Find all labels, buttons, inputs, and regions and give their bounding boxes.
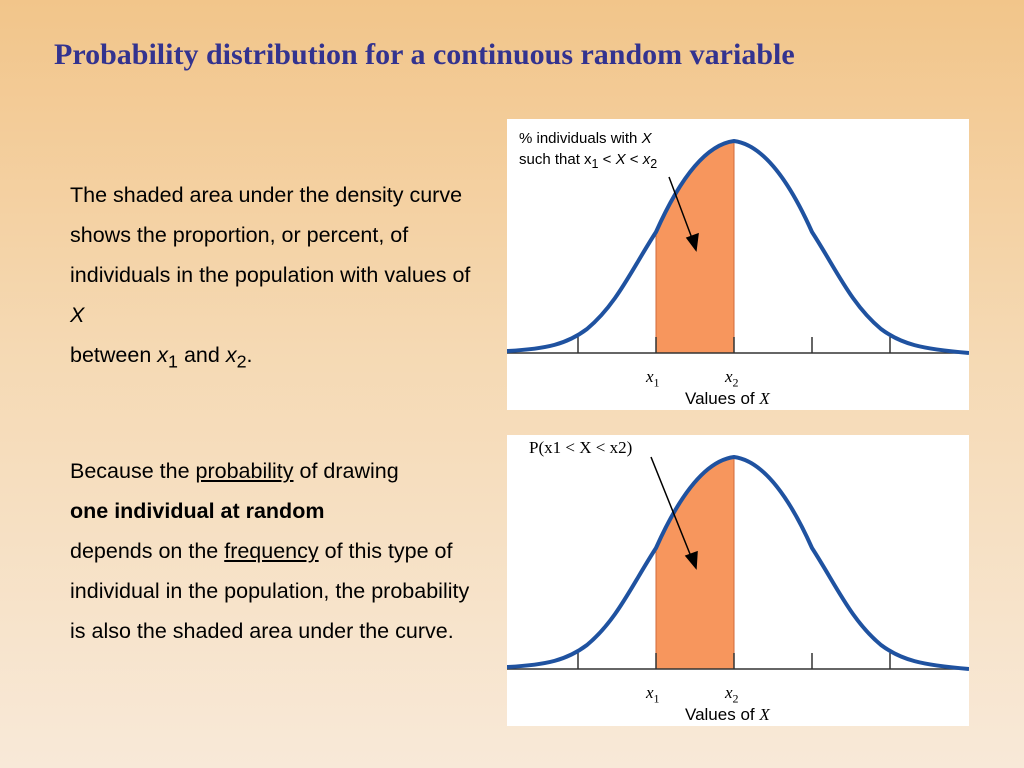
density-figure-2	[507, 435, 969, 726]
callout-text-1: % individuals with	[519, 130, 642, 147]
callout-lt-2: <	[625, 151, 643, 168]
paragraph-shaded-area	[70, 175, 480, 381]
callout-var-x2: X	[615, 151, 626, 168]
axis-title: Values of X	[685, 389, 770, 408]
density-figure-1	[507, 119, 969, 410]
para1-and: and	[177, 343, 226, 367]
para1-x2: x	[225, 343, 237, 367]
para1-x2-sub: 2	[236, 351, 247, 372]
probability-label: P(x1 < X < x2)	[529, 438, 633, 457]
frequency-term: frequency	[224, 539, 319, 563]
one-individual-bold: one individual at random	[70, 499, 325, 523]
para1-between: between	[70, 343, 158, 367]
para2-text-d: of this type of individual in the population, the probability is also the shaded area under the curve.	[70, 539, 470, 643]
para1-text: The shaded area under the density curve shows the proportion, or percent, of individuals in the population with values of	[70, 183, 471, 287]
probability-term: probability	[195, 459, 294, 483]
x2-tick-label: $x_2$	[725, 683, 739, 706]
callout-var-x: X	[641, 130, 652, 147]
x2-tick-label: $x_2$	[725, 367, 739, 390]
para1-x1-sub: 1	[168, 351, 178, 372]
para2-text-c: depends on the	[70, 539, 225, 563]
axis-ticks	[578, 337, 890, 353]
para1-period: .	[246, 343, 253, 367]
callout-lt-1: <	[598, 151, 616, 168]
para2-text-b: of drawing	[293, 459, 399, 483]
density-curve	[507, 457, 969, 669]
slide-title: Probability distribution for a continuous random variable	[54, 38, 795, 71]
callout-sub1: 1	[591, 157, 599, 171]
paragraph-probability	[70, 451, 480, 651]
callout-box	[515, 126, 661, 177]
callout-text-2: such that x	[519, 151, 592, 168]
x1-tick-label: $x_1$	[646, 367, 660, 390]
para1-x1: x	[157, 343, 169, 367]
axis-ticks	[578, 653, 890, 669]
x1-tick-label: $x_1$	[646, 683, 660, 706]
para1-var-x: X	[70, 303, 85, 327]
callout-sub2: 2	[650, 157, 658, 171]
axis-title: Values of X	[685, 705, 770, 724]
callout-x2: x	[642, 151, 651, 168]
para2-text-a: Because the	[70, 459, 196, 483]
